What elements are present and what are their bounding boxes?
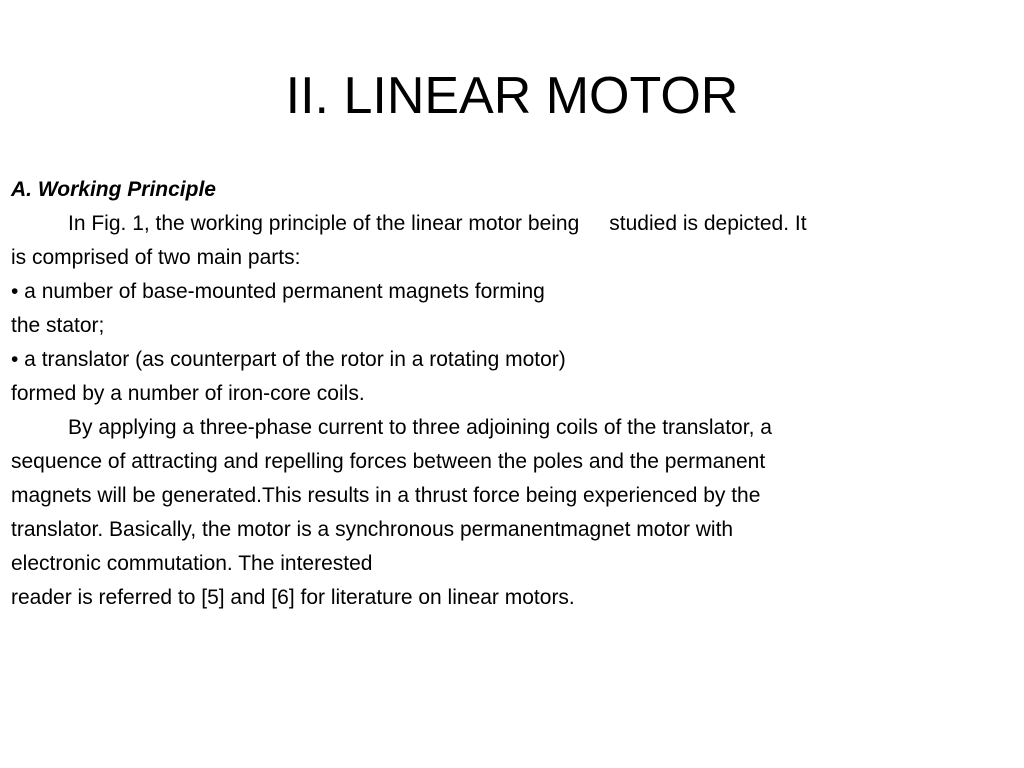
bullet-line: • a number of base-mounted permanent magnets forming [11, 280, 545, 303]
paragraph-line: magnets will be generated.This results in a thrust force being experienced by the [11, 484, 761, 507]
paragraph-line: By applying a three-phase current to three adjoining coils of the translator, a [68, 416, 772, 439]
section-heading: A. Working Principle [11, 178, 216, 201]
bullet-line: • a translator (as counterpart of the rotor in a rotating motor) [11, 348, 566, 371]
paragraph-line: sequence of attracting and repelling forces between the poles and the permanent [11, 450, 766, 473]
paragraph-line: electronic commutation. The interested [11, 552, 373, 575]
paragraph-line: reader is referred to [5] and [6] for literature on linear motors. [11, 586, 575, 609]
paragraph-line: the stator; [11, 314, 105, 337]
paragraph-line: formed by a number of iron-core coils. [11, 382, 365, 405]
paragraph-line-part: In Fig. 1, the working principle of the linear motor being [68, 212, 580, 235]
paragraph-line: is comprised of two main parts: [11, 246, 301, 269]
paragraph-line-part: studied is depicted. It [609, 212, 807, 235]
slide-body [11, 173, 1016, 615]
slide-title: II. LINEAR MOTOR [285, 67, 739, 125]
paragraph-line: translator. Basically, the motor is a synchronous permanentmagnet motor with [11, 518, 734, 541]
paragraph-line [11, 207, 1016, 241]
